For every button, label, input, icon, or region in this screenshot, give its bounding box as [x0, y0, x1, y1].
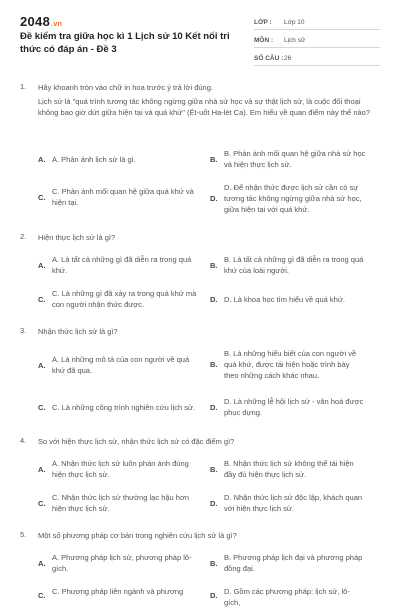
option-text: C. Nhận thức lịch sử thường lạc hậu hơn hiện thực lịch sử. — [52, 493, 190, 513]
option-text: C. Phản ánh mối quan hệ giữa quá khứ và hiện tại. — [52, 187, 194, 207]
option-letter: C. — [38, 403, 46, 412]
option-letter: A. — [38, 559, 46, 568]
option-text: B. Là những hiểu biết của con người về quá khứ, được tái hiện hoặc trình bày theo những cách khác nhau. — [224, 349, 357, 380]
meta-row-subject — [254, 33, 380, 48]
option-letter: B. — [210, 465, 218, 474]
option-letter: D. — [210, 499, 218, 508]
site-logo[interactable] — [20, 14, 62, 29]
option-text: A. Phản ánh lịch sử là gì. — [52, 155, 136, 164]
meta-label: MÔN : — [254, 36, 274, 44]
option-letter: D. — [210, 591, 218, 600]
question-text: Lịch sử là "quá trình tương tác không ngừng giữa nhà sử học và sự thật lịch sử, là cuộc đối thoại không bao giờ dứt giữa hiện tại và quá khứ" (Ét-uốt Ha-lét Ca). Em hiểu về quan điểm này thế nào? — [38, 97, 370, 117]
option-letter: B. — [210, 261, 218, 270]
option-letter: C. — [38, 499, 46, 508]
option-letter: B. — [210, 155, 218, 164]
option-text: A. Phương pháp lịch sử, phương pháp lô-gích. — [52, 553, 192, 573]
meta-label: LỚP : — [254, 18, 272, 26]
question-number: 3. — [20, 326, 27, 335]
option-letter: C. — [38, 295, 46, 304]
option-letter: D. — [210, 194, 218, 203]
question-number: 1. — [20, 82, 27, 91]
question-number: 4. — [20, 436, 27, 445]
document-header — [0, 0, 400, 66]
option-letter: A. — [38, 155, 46, 164]
option-text: C. Phương pháp liên ngành và phương — [52, 587, 184, 596]
meta-row-class — [254, 15, 380, 30]
option-letter: A. — [38, 465, 46, 474]
option-text: D. Là những lễ hội lịch sử - văn hoá được phục dựng. — [224, 397, 364, 417]
question-text: Một số phương pháp cơ bản trong nghiên cứu lịch sử là gì? — [38, 531, 237, 540]
option-text: B. Phương pháp lịch đại và phương pháp đồng đại. — [224, 553, 363, 573]
option-text: C. Là những công trình nghiên cứu lịch sử. — [52, 403, 196, 412]
option-text: D. Để nhận thức được lịch sử cần có sự tương tác không ngừng giữa nhà sử học, giữa hiện tại với quá khứ. — [224, 183, 362, 214]
option-text: B. Nhận thức lịch sử không thể tái hiện đầy đủ hiện thực lịch sử. — [224, 459, 354, 479]
meta-value: 26 — [284, 54, 292, 62]
meta-label: SỐ CÂU : — [254, 54, 284, 62]
option-text: A. Là tất cả những gì đã diễn ra trong quá khứ. — [52, 255, 192, 275]
option-letter: B. — [210, 360, 218, 369]
option-letter: A. — [38, 261, 46, 270]
meta-panel — [254, 15, 380, 69]
option-text: D. Nhận thức lịch sử độc lập, khách quan với hiện thực lịch sử. — [224, 493, 363, 513]
meta-row-count — [254, 51, 380, 66]
option-letter: D. — [210, 295, 218, 304]
option-text: B. Phản ánh mối quan hệ giữa nhà sử học và hiện thực lịch sử. — [224, 149, 366, 169]
question-number: 2. — [20, 232, 27, 241]
question-instruction: Hãy khoanh tròn vào chữ in hoa trước ý trả lời đúng. — [38, 83, 213, 92]
question-text: So với hiện thực lịch sử, nhận thức lịch sử có đặc điểm gì? — [38, 437, 235, 446]
option-text: A. Nhận thức lịch sử luôn phản ánh đúng hiện thực lịch sử. — [52, 459, 189, 479]
option-letter: A. — [38, 361, 46, 370]
meta-value: Lớp 10 — [284, 18, 305, 26]
option-letter: C. — [38, 193, 46, 202]
option-text: B. Là tất cả những gì đã diễn ra trong quá khứ của loài người. — [224, 255, 364, 275]
option-letter: B. — [210, 559, 218, 568]
question-text: Hiện thực lịch sử là gì? — [38, 233, 116, 242]
logo-main: 2048 — [20, 14, 51, 29]
meta-value: Lịch sử — [284, 36, 306, 44]
document-title: Đề kiểm tra giữa học kì 1 Lịch sử 10 Kết nối tri thức có đáp án - Đề 3 — [20, 31, 230, 55]
logo-suffix: .vn — [51, 21, 63, 28]
option-letter: C. — [38, 591, 46, 600]
option-text: D. Gồm các phương pháp: lịch sử, lô-gích, — [224, 587, 350, 607]
option-text: D. Là khoa học tìm hiểu về quá khứ. — [224, 295, 345, 304]
question-text: Nhận thức lịch sử là gì? — [38, 327, 118, 336]
question-number: 5. — [20, 530, 27, 539]
option-text: C. Là những gì đã xảy ra trong quá khứ mà con người nhận thức được. — [52, 289, 197, 309]
option-text: A. Là những mô tả của con người về quá khứ đã qua. — [52, 355, 190, 375]
option-letter: D. — [210, 403, 218, 412]
